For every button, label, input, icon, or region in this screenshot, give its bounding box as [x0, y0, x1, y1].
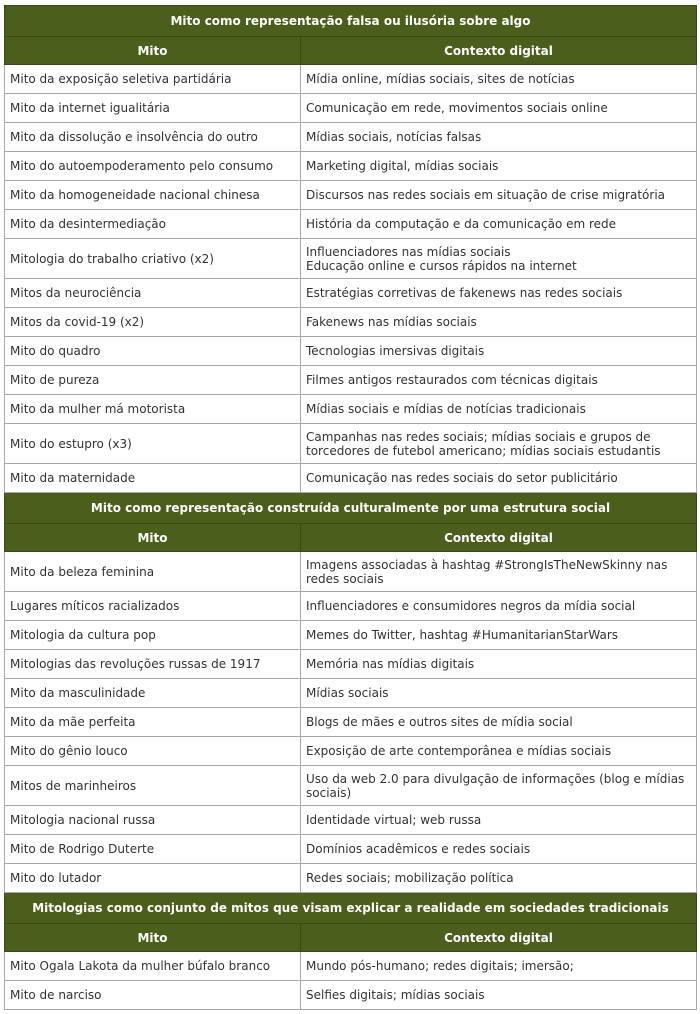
table-row — [5, 806, 697, 835]
table-row — [5, 94, 697, 123]
cell-contexto-digital: Influenciadores nas mídias sociais Educação online e cursos rápidos na internet — [301, 239, 697, 279]
table-row — [5, 279, 697, 308]
cell-mito: Mito Ogala Lakota da mulher búfalo branco — [5, 952, 301, 981]
cell-mito: Mito da maternidade — [5, 464, 301, 493]
cell-contexto-digital: Mídias sociais, notícias falsas — [301, 123, 697, 152]
cell-contexto-digital: História da computação e da comunicação em rede — [301, 210, 697, 239]
cell-mito: Mitos de marinheiros — [5, 766, 301, 806]
cell-mito: Mito de pureza — [5, 366, 301, 395]
column-header-row — [5, 924, 697, 952]
cell-contexto-digital: Memória nas mídias digitais — [301, 650, 697, 679]
cell-contexto-digital: Selfies digitais; mídias sociais — [301, 981, 697, 1010]
cell-contexto-digital: Redes sociais; mobilização política — [301, 864, 697, 893]
cell-mito: Mito da masculinidade — [5, 679, 301, 708]
cell-contexto-digital: Imagens associadas à hashtag #StrongIsTheNewSkinny nas redes sociais — [301, 552, 697, 592]
cell-mito: Mitologias das revoluções russas de 1917 — [5, 650, 301, 679]
cell-contexto-digital: Exposição de arte contemporânea e mídias sociais — [301, 737, 697, 766]
table-row — [5, 464, 697, 493]
table-row — [5, 308, 697, 337]
table-row — [5, 337, 697, 366]
table-row — [5, 239, 697, 279]
table-row — [5, 592, 697, 621]
cell-contexto-digital: Fakenews nas mídias sociais — [301, 308, 697, 337]
column-header-row — [5, 524, 697, 552]
column-header-mito: Mito — [5, 524, 301, 552]
section-title: Mitologias como conjunto de mitos que visam explicar a realidade em sociedades tradicionais — [5, 893, 697, 924]
cell-mito: Mito do estupro (x3) — [5, 424, 301, 464]
cell-contexto-digital: Domínios acadêmicos e redes sociais — [301, 835, 697, 864]
cell-mito: Mito do quadro — [5, 337, 301, 366]
cell-contexto-digital: Discursos nas redes sociais em situação de crise migratória — [301, 181, 697, 210]
cell-contexto-digital: Identidade virtual; web russa — [301, 806, 697, 835]
cell-mito: Mitologia nacional russa — [5, 806, 301, 835]
column-header-row — [5, 37, 697, 65]
table-row — [5, 864, 697, 893]
cell-contexto-digital: Mídias sociais e mídias de notícias tradicionais — [301, 395, 697, 424]
myth-table — [4, 5, 697, 1010]
table-row — [5, 395, 697, 424]
cell-contexto-digital: Mundo pós-humano; redes digitais; imersão; — [301, 952, 697, 981]
table-row — [5, 737, 697, 766]
cell-contexto-digital: Comunicação em rede, movimentos sociais online — [301, 94, 697, 123]
table-row — [5, 650, 697, 679]
table-row — [5, 981, 697, 1010]
table-row — [5, 679, 697, 708]
cell-mito: Mito da mulher má motorista — [5, 395, 301, 424]
cell-mito: Mitologia da cultura pop — [5, 621, 301, 650]
table-row — [5, 708, 697, 737]
section-title: Mito como representação construída culturalmente por uma estrutura social — [5, 493, 697, 524]
cell-contexto-digital: Memes do Twitter, hashtag #HumanitarianStarWars — [301, 621, 697, 650]
section-title-row — [5, 893, 697, 924]
section-title: Mito como representação falsa ou ilusória sobre algo — [5, 6, 697, 37]
cell-contexto-digital: Filmes antigos restaurados com técnicas digitais — [301, 366, 697, 395]
table-row — [5, 952, 697, 981]
cell-mito: Mito de Rodrigo Duterte — [5, 835, 301, 864]
cell-mito: Mito da dissolução e insolvência do outro — [5, 123, 301, 152]
table-row — [5, 835, 697, 864]
cell-contexto-digital: Mídia online, mídias sociais, sites de notícias — [301, 65, 697, 94]
cell-mito: Mito da beleza feminina — [5, 552, 301, 592]
cell-contexto-digital: Influenciadores e consumidores negros da mídia social — [301, 592, 697, 621]
column-header-mito: Mito — [5, 924, 301, 952]
cell-contexto-digital: Estratégias corretivas de fakenews nas redes sociais — [301, 279, 697, 308]
myth-table-container — [4, 5, 696, 1010]
table-row — [5, 424, 697, 464]
table-row — [5, 181, 697, 210]
cell-mito: Mitologia do trabalho criativo (x2) — [5, 239, 301, 279]
column-header-contexto: Contexto digital — [301, 524, 697, 552]
cell-mito: Mito do autoempoderamento pelo consumo — [5, 152, 301, 181]
table-row — [5, 152, 697, 181]
table-row — [5, 621, 697, 650]
cell-contexto-digital: Campanhas nas redes sociais; mídias sociais e grupos de torcedores de futebol americano; mídias sociais estudantis — [301, 424, 697, 464]
cell-mito: Mito do lutador — [5, 864, 301, 893]
column-header-contexto: Contexto digital — [301, 37, 697, 65]
cell-contexto-digital: Marketing digital, mídias sociais — [301, 152, 697, 181]
table-row — [5, 366, 697, 395]
cell-contexto-digital: Mídias sociais — [301, 679, 697, 708]
cell-contexto-digital: Uso da web 2.0 para divulgação de informações (blog e mídias sociais) — [301, 766, 697, 806]
column-header-contexto: Contexto digital — [301, 924, 697, 952]
cell-mito: Mito da homogeneidade nacional chinesa — [5, 181, 301, 210]
cell-contexto-digital: Tecnologias imersivas digitais — [301, 337, 697, 366]
cell-mito: Mitos da covid-19 (x2) — [5, 308, 301, 337]
table-row — [5, 123, 697, 152]
cell-mito: Mito da exposição seletiva partidária — [5, 65, 301, 94]
table-row — [5, 552, 697, 592]
cell-contexto-digital: Blogs de mães e outros sites de mídia social — [301, 708, 697, 737]
cell-contexto-digital: Comunicação nas redes sociais do setor publicitário — [301, 464, 697, 493]
cell-mito: Mito da desintermediação — [5, 210, 301, 239]
table-row — [5, 766, 697, 806]
table-row — [5, 65, 697, 94]
cell-mito: Mitos da neurociência — [5, 279, 301, 308]
cell-mito: Lugares míticos racializados — [5, 592, 301, 621]
section-title-row — [5, 493, 697, 524]
cell-mito: Mito de narciso — [5, 981, 301, 1010]
cell-mito: Mito da mãe perfeita — [5, 708, 301, 737]
section-title-row — [5, 6, 697, 37]
table-row — [5, 210, 697, 239]
column-header-mito: Mito — [5, 37, 301, 65]
cell-mito: Mito do gênio louco — [5, 737, 301, 766]
cell-mito: Mito da internet igualitária — [5, 94, 301, 123]
